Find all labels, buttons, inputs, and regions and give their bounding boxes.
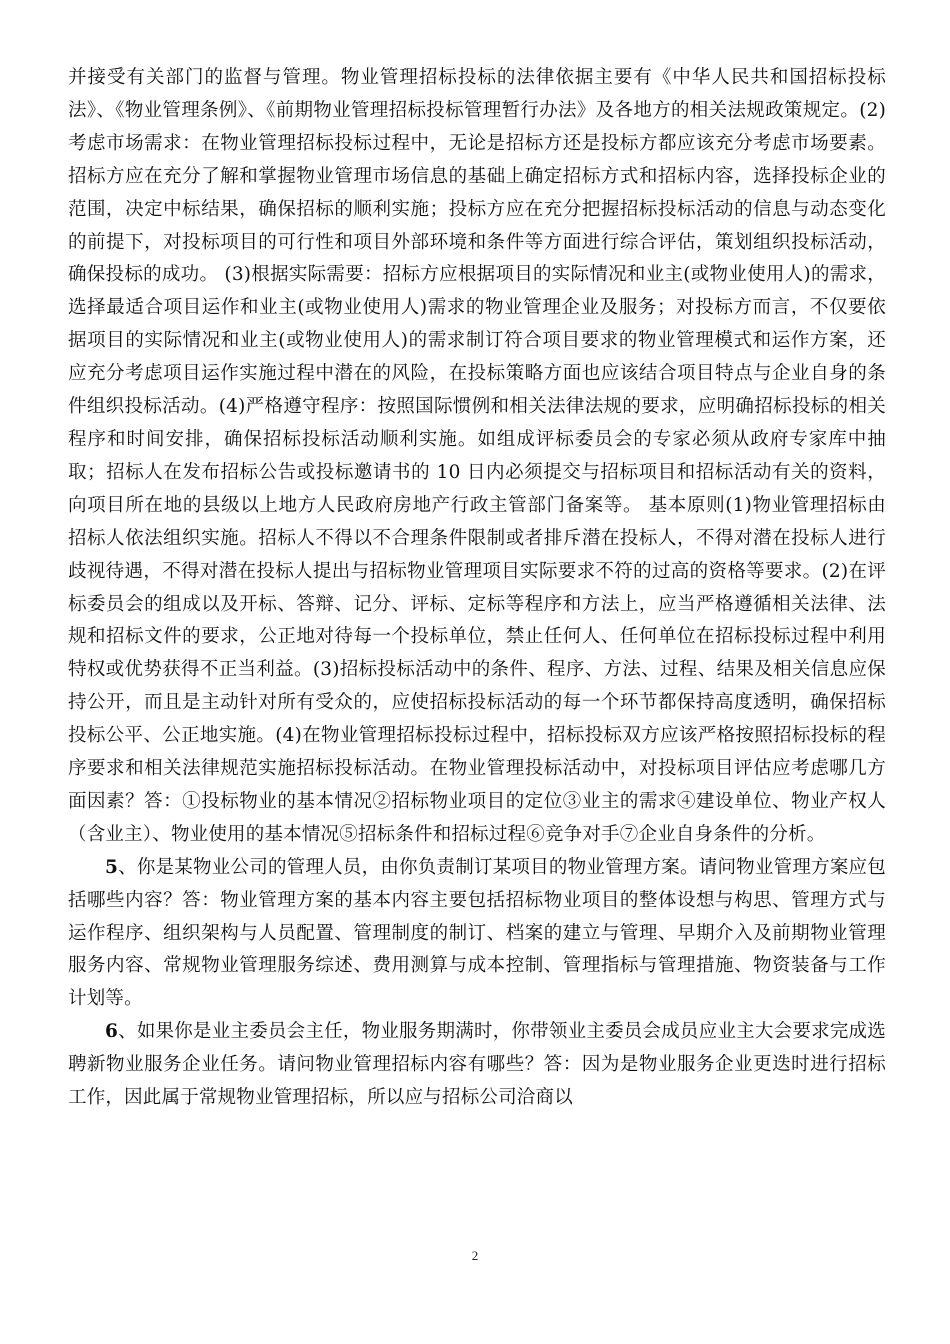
paragraph-text: 、你是某物业公司的管理人员，由你负责制订某项目的物业管理方案。请问物业管理方案应包括哪些内容？答：物业管理方案的基本内容主要包括招标物业项目的整体设想与构思、管理方式与运作程序、组织架构与人员配置、管理制度的制订、档案的建立与管理、早期介入及前期物业管理服务内容、常规物业管理服务综述、费用测算与成本控制、管理指标与管理措施、物资装备与工作计划等。 <box>68 856 886 1010</box>
paragraph-question-6 <box>68 1016 886 1115</box>
question-number: 5 <box>105 856 119 878</box>
question-number: 6 <box>105 1021 119 1043</box>
page-number: 2 <box>471 1248 479 1263</box>
paragraph-text: 并接受有关部门的监督与管理。物业管理招标投标的法律依据主要有《中华人民共和国招标投标法》、《物业管理条例》、《前期物业管理招标投标管理暂行办法》及各地方的相关法规政策规定。(2)考虑市场需求：在物业管理招标投标过程中，无论是招标方还是投标方都应该充分考虑市场要素。招标方应在充分了解和掌握物业管理市场信息的基础上确定招标方式和招标内容，选择投标企业的范围，决定中标结果，确保招标的顺利实施；投标方应在充分把握招标投标活动的信息与动态变化的前提下，对投标项目的可行性和项目外部环境和条件等方面进行综合评估，策划组织投标活动，确保投标的成功。 (3)根据实际需要：招标方应根据项目的实际情况和业主(或物业使用人)的需求，选择最适合项目运作和业主(或物业使用人)需求的物业管理企业及服务；对投标方而言，不仅要依据项目的实际情况和业主(或物业使用人)的需求制订符合项目要求的物业管理模式和运作方案，还应充分考虑项目运作实施过程中潜在的风险，在投标策略方面也应该结合项目特点与企业自身的条件组织投标活动。(4)严格遵守程序：按照国际惯例和相关法律法规的要求，应明确招标投标的相关程序和时间安排，确保招标投标活动顺利实施。如组成评标委员会的专家必须从政府专家库中抽取；招标人在发布招标公告或投标邀请书的 10 日内必须提交与招标项目和招标活动有关的资料，向项目所在地的县级以上地方人民政府房地产行政主管部门备案等。 基本原则(1)物业管理招标由招标人依法组织实施。招标人不得以不合理条件限制或者排斥潜在投标人，不得对潜在投标人进行歧视待遇，不得对潜在投标人提出与招标物业管理项目实际要求不符的过高的资格等要求。(2)在评标委员会的组成以及开标、答辩、记分、评标、定标等程序和方法上，应当严格遵循相关法律、法规和招标文件的要求，公正地对待每一个投标单位，禁止任何人、任何单位在招标投标过程中利用特权或优势获得不正当利益。(3)招标投标活动中的条件、程序、方法、过程、结果及相关信息应保持公开，而且是主动针对所有受众的，应使招标投标活动的每一个环节都保持高度透明，确保招标投标公平、公正地实施。(4)在物业管理招标投标过程中，招标投标双方应该严格按照招标投标的程序要求和相关法律规范实施招标投标活动。在物业管理投标活动中，对投标项目评估应考虑哪几方面因素？答：①投标物业的基本情况②招标物业项目的定位③业主的需求④建设单位、物业产权人（含业主）、物业使用的基本情况⑤招标条件和招标过程⑥竞争对手⑦企业自身条件的分析。 <box>68 67 886 845</box>
paragraph-text: 、如果你是业主委员会主任，物业服务期满时，你带领业主委员会成员应业主大会要求完成选聘新物业服务企业任务。请问物业管理招标内容有哪些？答：因为是物业服务企业更迭时进行招标工作，因此属于常规物业管理招标，所以应与招标公司洽商以 <box>68 1021 886 1109</box>
paragraph-question-5 <box>68 852 886 1017</box>
paragraph-continuation <box>68 62 886 852</box>
document-body <box>68 62 886 1115</box>
